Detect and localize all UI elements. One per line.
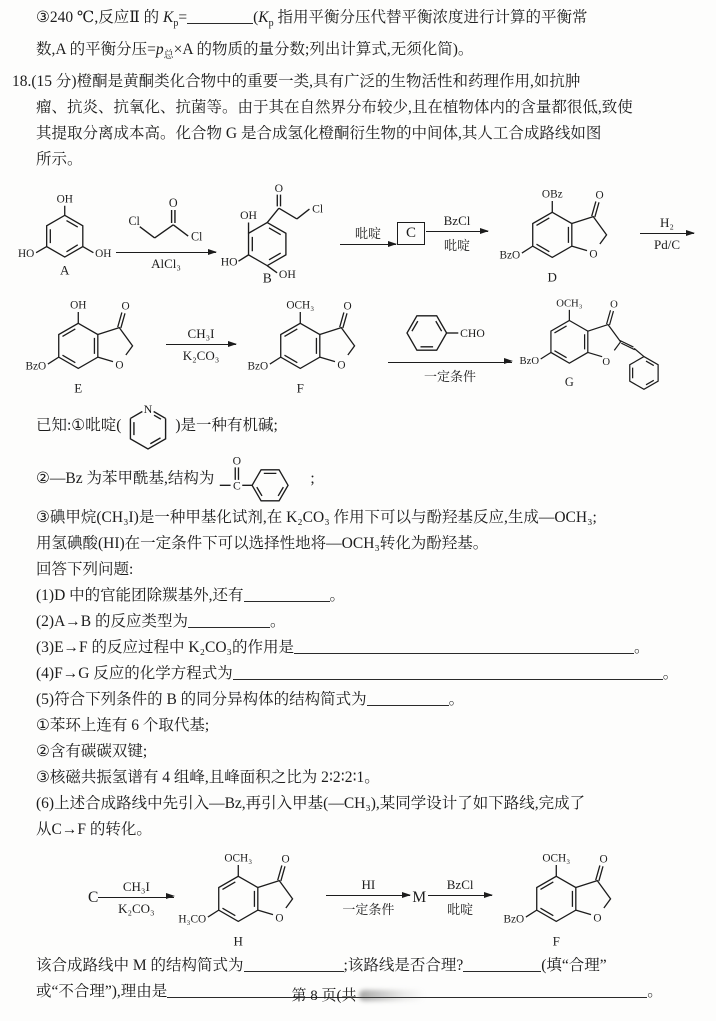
- q17-line1: ③240 ℃,反应Ⅱ 的 $K_p= (K_p$ 指用平衡分压代替平衡浓度进行计算的平衡常: [36, 9, 588, 29]
- arrow-condition: 吡啶: [444, 238, 471, 254]
- question-number: 18.: [12, 73, 32, 90]
- arrow-condition: 吡啶: [447, 902, 474, 918]
- synthesis-scheme-row1: [0, 173, 716, 287]
- page-footer: [0, 984, 716, 1005]
- arrow-line: [388, 362, 512, 363]
- chloroacetyl-chloride-structure: [123, 196, 209, 250]
- hydroxyl-label: OH: [240, 208, 257, 222]
- molecule-B: [216, 183, 340, 285]
- ketone-oxygen: O: [610, 299, 618, 311]
- substituent-label: OCH₃: [224, 852, 253, 865]
- substituent-label: OCH₃: [556, 298, 583, 310]
- molecule-D: [488, 181, 640, 287]
- substituent-label: OBz: [541, 188, 563, 201]
- known-line4: 用氢碘酸(HI)在一定条件下可以选择性地将—OCH₃转化为酚羟基。: [36, 534, 489, 552]
- answer-blank: [463, 956, 541, 972]
- reaction-arrow: [340, 223, 396, 245]
- ketone-oxygen: O: [343, 300, 352, 313]
- reaction-arrow: [326, 877, 410, 918]
- compound-letter: E: [74, 380, 83, 396]
- pyridine-structure: [123, 399, 173, 453]
- compound-letter: C: [88, 888, 99, 906]
- svg-text:Cl: Cl: [191, 229, 203, 244]
- answer-blank: [233, 664, 663, 680]
- q18-intro-line3: 其提取分离成本高。化合物 G 是合成氢化橙酮衍生物的中间体,其人工合成路线如图: [36, 125, 602, 142]
- arrow-line: [428, 895, 492, 896]
- answer-blank: [367, 690, 449, 706]
- q18-intro-line2: 瘤、抗炎、抗氧化、抗菌等。由于其在自然界分布较少,且在植物体内的含量都很低,致使: [36, 99, 633, 116]
- ketone-oxygen: O: [281, 853, 291, 866]
- arrow-condition: BzCl: [443, 213, 471, 229]
- arrow-condition: BzCl: [446, 877, 474, 893]
- q18-intro-line4: 所示。: [36, 151, 83, 168]
- answer-blank: [244, 586, 330, 602]
- ring-oxygen: O: [275, 912, 284, 925]
- molecule-H: [174, 845, 326, 951]
- reaction-arrow: [388, 306, 512, 385]
- ring-oxygen: O: [337, 359, 346, 372]
- arrow-condition: K₂CO₃: [182, 348, 220, 364]
- answer-blank: [188, 612, 270, 628]
- arrow-condition: 一定条件: [423, 368, 476, 384]
- known-line1: 已知:①吡啶( N )是一种有机碱;: [0, 399, 716, 453]
- compound-letter: H: [233, 933, 244, 949]
- carbonyl-oxygen: O: [274, 182, 284, 195]
- reagent-structure: [398, 306, 502, 360]
- tail-line2: 或“不合理”),理由是 。: [36, 982, 663, 1000]
- question-6-line1: (6)上述合成路线中先引入—Bz,再引入甲基(—CH₃),某同学设计了如下路线,完成了: [36, 794, 586, 812]
- reaction-arrow: [166, 326, 236, 364]
- arrow-line: [426, 231, 488, 232]
- hydroxyl-label: OH: [56, 192, 73, 205]
- oxygen-label: O: [233, 454, 242, 468]
- substituent-label: BzO: [25, 360, 47, 373]
- substituent-label: OCH₃: [286, 299, 315, 312]
- arrow-line: [640, 233, 694, 234]
- compound-letter: M: [412, 888, 427, 906]
- molecule-A: [10, 191, 116, 278]
- compound-C-box: C: [397, 222, 425, 245]
- arrow-condition: CH₃I: [122, 878, 150, 894]
- tail-line1: 该合成路线中 M 的结构简式为 ;该路线是否合理? (填“合理”: [36, 956, 607, 974]
- condition-2: ②含有碳碳双键;: [36, 742, 148, 760]
- ring-oxygen: O: [602, 356, 611, 368]
- ketone-oxygen: O: [595, 189, 604, 202]
- answer-blank: [244, 956, 344, 972]
- arrow-condition: CH₃I: [187, 326, 215, 342]
- arrow-line: [166, 344, 236, 345]
- reaction-arrow: [426, 213, 488, 254]
- ring-oxygen: O: [589, 248, 598, 261]
- arrow-line: [326, 895, 410, 896]
- ring-oxygen: O: [115, 359, 124, 372]
- compound-letter: F: [552, 933, 561, 949]
- print-smudge: [359, 990, 425, 1001]
- ketone-oxygen: O: [121, 300, 130, 313]
- condition-1: ①苯环上连有 6 个取代基;: [36, 716, 210, 734]
- reaction-arrow: [116, 196, 216, 272]
- reagent-structure: [123, 196, 209, 250]
- reaction-arrow: [640, 215, 694, 253]
- answer-blank: [187, 8, 253, 24]
- synthesis-scheme-row2: [0, 287, 716, 399]
- question-1: (1)D 中的官能团除羰基外,还有 。: [36, 586, 346, 604]
- reaction-arrow: [98, 879, 174, 917]
- answer-blank: [294, 638, 634, 654]
- arrow-condition: 吡啶: [354, 225, 381, 241]
- substituent-label: BzO: [499, 249, 521, 262]
- nitrogen-label: N: [144, 402, 153, 417]
- molecule-F: [492, 845, 644, 951]
- ketone-oxygen: O: [599, 853, 608, 866]
- arrow-line: [98, 897, 174, 898]
- question-4: (4)F→G 反应的化学方程式为 。: [36, 664, 679, 682]
- arrow-line: [340, 244, 396, 245]
- answer-prompt: 回答下列问题:: [36, 560, 134, 578]
- question-5: (5)符合下列条件的 B 的同分异构体的结构简式为 。: [36, 690, 465, 708]
- compound-letter: A: [60, 261, 70, 277]
- hydroxyl-label: HO: [18, 247, 35, 260]
- hydroxyl-label: OH: [95, 247, 112, 260]
- known-line2: ②—Bz 为苯甲酰基,结构为 C O ;: [0, 453, 716, 505]
- substituent-label: OH: [70, 299, 87, 312]
- compound-letter: F: [296, 380, 304, 396]
- chlorine-label: Cl: [312, 202, 324, 216]
- aldehyde-label: CHO: [459, 326, 485, 340]
- svg-text:Cl: Cl: [128, 213, 141, 228]
- arrow-condition: Pd/C: [654, 236, 681, 252]
- synthesis-scheme-row3: [0, 843, 716, 951]
- substituent-label: H₃CO: [178, 913, 207, 926]
- q18-intro-line1: 18.(15 分)橙酮是黄酮类化合物中的重要一类,具有广泛的生物活性和药理作用,如抗肿: [12, 73, 581, 90]
- carbon-label: C: [233, 479, 242, 493]
- arrow-line: [116, 252, 216, 253]
- known-line3: ③碘甲烷(CH₃I)是一种甲基化试剂,在 K₂CO₃ 作用下可以与酚羟基反应,生成—OCH₃;: [36, 508, 597, 526]
- ring-oxygen: O: [593, 912, 602, 925]
- molecule-G: [512, 291, 680, 399]
- benzaldehyde-structure: [398, 306, 502, 360]
- hydroxyl-label: HO: [220, 255, 238, 269]
- substituent-label: BzO: [503, 913, 525, 926]
- substituent-label: OCH₃: [542, 852, 571, 865]
- question-3: (3)E→F 的反应过程中 K₂CO₃的作用是 。: [36, 638, 650, 656]
- substituent-label: BzO: [247, 360, 269, 373]
- page-number: 第 8 页(共: [291, 988, 357, 1004]
- substituent-label: BzO: [519, 355, 540, 367]
- q17-line2: 数,A 的平衡分压$=p_总\times A$ 的物质的量分数;列出计算式,无须化简)。: [36, 41, 474, 61]
- arrow-condition: 一定条件: [342, 902, 395, 918]
- arrow-condition: K₂CO₃: [118, 900, 155, 916]
- question-2: (2)A→B 的反应类型为 。: [36, 612, 286, 630]
- hydroxyl-label: OH: [278, 268, 296, 281]
- molecule-F: [236, 292, 388, 398]
- reaction-arrow: [428, 877, 492, 918]
- arrow-condition: H₂: [660, 214, 674, 230]
- arrow-condition: AlCl₃: [151, 255, 181, 271]
- molecule-E: [14, 292, 166, 398]
- condition-3: ③核磁共振氢谱有 4 组峰,且峰面积之比为 2∶2∶2∶1。: [36, 768, 380, 786]
- compound-letter: D: [547, 269, 557, 285]
- question-6-line2: 从C→F 的转化。: [36, 820, 152, 838]
- benzoyl-structure: [218, 453, 306, 505]
- svg-text:O: O: [169, 196, 178, 211]
- q17-text: ③240 ℃,反应Ⅱ 的: [36, 9, 164, 26]
- compound-letter: B: [262, 270, 272, 286]
- compound-letter: G: [564, 375, 574, 390]
- arrow-condition: HI: [361, 877, 376, 893]
